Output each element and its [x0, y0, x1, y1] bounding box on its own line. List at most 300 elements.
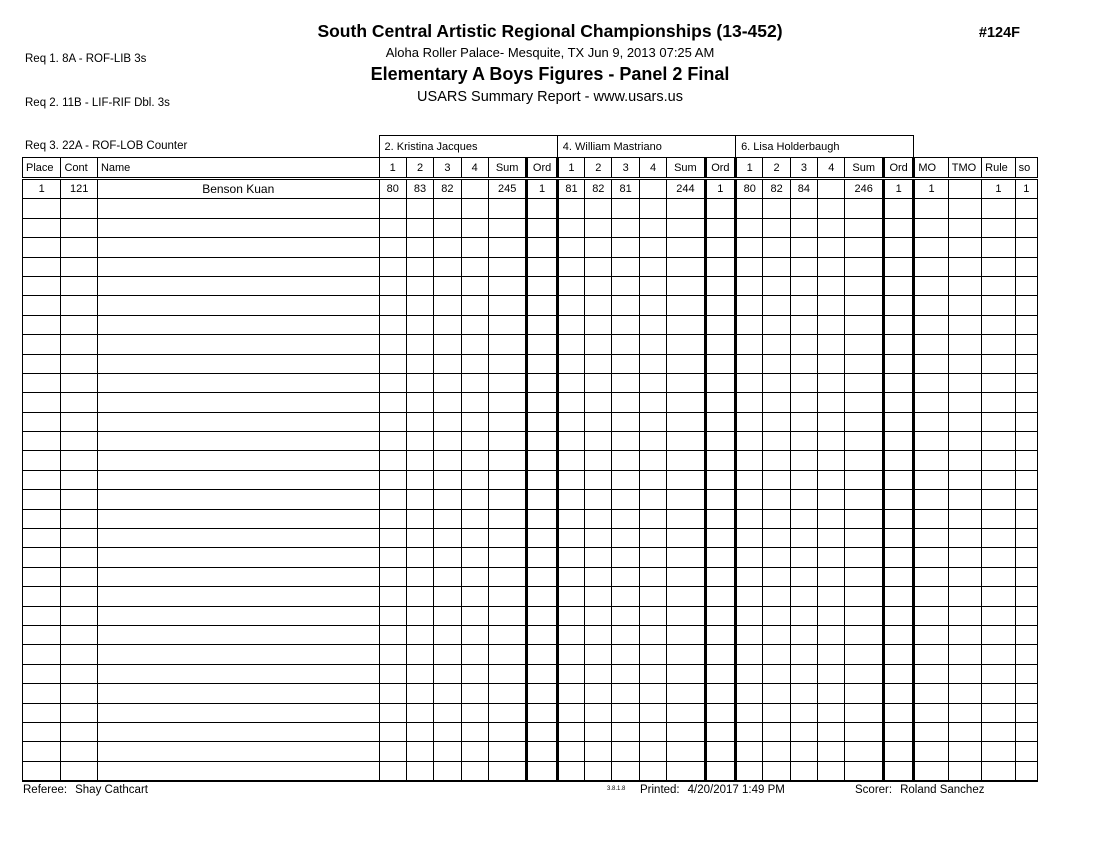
score-cell	[639, 276, 666, 295]
cont-cell	[61, 645, 97, 664]
score-cell	[790, 276, 817, 295]
score-cell	[763, 529, 790, 548]
sum-cell	[488, 238, 526, 257]
score-cell	[612, 315, 639, 334]
col-header-1: 1	[557, 158, 584, 179]
score-cell	[557, 490, 584, 509]
sum-cell	[845, 509, 883, 528]
cont-cell	[61, 664, 97, 683]
col-header-3: 3	[434, 158, 461, 179]
sum-cell	[667, 722, 705, 741]
score-cell	[461, 606, 488, 625]
ord-cell	[883, 509, 913, 528]
name-cell	[97, 645, 379, 664]
col-header-tmo: TMO	[948, 158, 981, 179]
rule-cell	[982, 257, 1015, 276]
col-header-1: 1	[736, 158, 763, 179]
score-cell	[434, 684, 461, 703]
place-cell	[23, 470, 61, 489]
score-cell	[612, 529, 639, 548]
sum-cell	[845, 218, 883, 237]
scorer-label: Scorer:	[855, 784, 893, 796]
col-header-ord: Ord	[705, 158, 735, 179]
report-type-line: USARS Summary Report - www.usars.us	[417, 89, 683, 105]
ord-cell	[705, 664, 735, 683]
score-cell	[763, 354, 790, 373]
requirement-line: Req 3. 22A - ROF-LOB Counter	[25, 140, 188, 152]
score-cell	[557, 238, 584, 257]
sum-cell	[667, 567, 705, 586]
cont-cell	[61, 567, 97, 586]
judge-header: 6. Lisa Holderbaugh	[736, 136, 914, 158]
mo-cell	[914, 393, 948, 412]
rule-cell	[982, 432, 1015, 451]
cont-cell	[61, 373, 97, 392]
score-cell	[736, 335, 763, 354]
score-cell	[585, 315, 612, 334]
ord-cell	[527, 451, 557, 470]
sum-cell	[488, 548, 526, 567]
score-cell	[585, 199, 612, 218]
place-cell	[23, 664, 61, 683]
ord-cell	[883, 315, 913, 334]
score-cell	[790, 645, 817, 664]
sum-cell	[667, 276, 705, 295]
score-cell	[736, 509, 763, 528]
sum-cell	[667, 451, 705, 470]
cont-cell	[61, 451, 97, 470]
name-cell	[97, 529, 379, 548]
so-cell	[1015, 722, 1037, 741]
score-cell	[379, 354, 406, 373]
score-cell	[557, 257, 584, 276]
col-header-2: 2	[763, 158, 790, 179]
ord-cell	[527, 276, 557, 295]
sum-cell	[488, 393, 526, 412]
sum-cell	[667, 742, 705, 761]
rule-cell	[982, 490, 1015, 509]
table-row	[23, 257, 1038, 276]
sum-cell	[845, 432, 883, 451]
score-cell	[612, 451, 639, 470]
ord-cell	[883, 354, 913, 373]
score-cell	[639, 722, 666, 741]
ord-cell	[527, 529, 557, 548]
sum-cell	[488, 218, 526, 237]
score-cell	[406, 509, 433, 528]
sum-cell	[845, 567, 883, 586]
score-table	[22, 135, 1038, 782]
ord-cell	[883, 335, 913, 354]
mo-cell	[914, 761, 948, 781]
score-cell	[379, 238, 406, 257]
score-cell	[639, 509, 666, 528]
software-version: 3.8.1.8	[607, 786, 626, 792]
tmo-cell	[948, 742, 981, 761]
rule-cell: 1	[982, 179, 1015, 199]
score-cell	[736, 354, 763, 373]
table-row	[23, 664, 1038, 683]
tmo-cell	[948, 625, 981, 644]
place-cell	[23, 529, 61, 548]
score-cell	[790, 664, 817, 683]
name-cell	[97, 567, 379, 586]
cont-cell	[61, 625, 97, 644]
ord-cell	[705, 761, 735, 781]
score-cell	[736, 490, 763, 509]
sum-cell	[845, 238, 883, 257]
score-cell	[639, 529, 666, 548]
score-cell	[639, 645, 666, 664]
so-cell	[1015, 684, 1037, 703]
sum-cell	[488, 761, 526, 781]
mo-cell	[914, 199, 948, 218]
rule-cell	[982, 373, 1015, 392]
name-cell	[97, 703, 379, 722]
place-cell	[23, 218, 61, 237]
score-cell	[557, 567, 584, 586]
sum-cell	[845, 625, 883, 644]
col-header-2: 2	[585, 158, 612, 179]
ord-cell	[705, 315, 735, 334]
score-cell	[461, 257, 488, 276]
score-cell	[434, 470, 461, 489]
ord-cell	[527, 315, 557, 334]
score-cell	[736, 296, 763, 315]
score-cell	[461, 296, 488, 315]
score-cell	[639, 218, 666, 237]
score-cell	[461, 722, 488, 741]
tmo-cell	[948, 276, 981, 295]
score-cell	[818, 470, 845, 489]
sum-cell	[667, 664, 705, 683]
sum-cell	[488, 664, 526, 683]
so-cell	[1015, 315, 1037, 334]
score-cell	[379, 412, 406, 431]
score-cell	[790, 722, 817, 741]
score-cell	[585, 742, 612, 761]
mo-cell	[914, 684, 948, 703]
score-cell	[585, 276, 612, 295]
table-row	[23, 276, 1038, 295]
score-cell	[434, 722, 461, 741]
ord-cell: 1	[527, 179, 557, 199]
score-cell: 82	[763, 179, 790, 199]
score-cell	[736, 315, 763, 334]
score-cell	[763, 684, 790, 703]
score-cell	[557, 606, 584, 625]
col-header-mo: MO	[914, 158, 948, 179]
so-cell	[1015, 354, 1037, 373]
col-header-3: 3	[612, 158, 639, 179]
sum-cell	[845, 490, 883, 509]
score-cell	[736, 470, 763, 489]
sum-cell	[667, 199, 705, 218]
score-cell	[639, 412, 666, 431]
score-cell	[379, 625, 406, 644]
printed-label: Printed:	[640, 784, 680, 796]
sum-cell	[667, 606, 705, 625]
score-cell	[434, 645, 461, 664]
score-cell	[434, 354, 461, 373]
score-cell	[818, 257, 845, 276]
score-cell	[379, 276, 406, 295]
cont-cell	[61, 315, 97, 334]
score-cell	[379, 296, 406, 315]
mo-cell	[914, 218, 948, 237]
referee-line	[23, 784, 148, 796]
table-row	[23, 451, 1038, 470]
name-cell	[97, 761, 379, 781]
cont-cell	[61, 276, 97, 295]
sum-cell	[845, 703, 883, 722]
ord-cell	[883, 412, 913, 431]
so-cell	[1015, 509, 1037, 528]
score-cell	[379, 684, 406, 703]
score-cell	[736, 257, 763, 276]
score-cell	[379, 335, 406, 354]
score-cell	[818, 684, 845, 703]
score-cell	[818, 179, 845, 199]
name-cell	[97, 490, 379, 509]
score-cell	[557, 199, 584, 218]
score-cell	[434, 548, 461, 567]
ord-cell	[883, 664, 913, 683]
score-cell	[379, 218, 406, 237]
table-row	[23, 432, 1038, 451]
sum-cell	[667, 470, 705, 489]
table-row	[23, 625, 1038, 644]
ord-cell	[527, 218, 557, 237]
ord-cell	[527, 645, 557, 664]
ord-cell	[883, 373, 913, 392]
score-cell	[818, 412, 845, 431]
score-cell	[461, 761, 488, 781]
score-cell	[790, 373, 817, 392]
ord-cell	[705, 373, 735, 392]
place-cell	[23, 451, 61, 470]
score-cell	[736, 703, 763, 722]
ord-cell	[883, 742, 913, 761]
table-row	[23, 606, 1038, 625]
rule-cell	[982, 587, 1015, 606]
score-cell	[406, 451, 433, 470]
rule-cell	[982, 218, 1015, 237]
score-cell	[461, 335, 488, 354]
sum-cell	[667, 548, 705, 567]
score-cell	[379, 393, 406, 412]
score-cell	[461, 354, 488, 373]
score-cell	[818, 276, 845, 295]
name-cell	[97, 335, 379, 354]
score-cell	[763, 664, 790, 683]
score-cell	[639, 684, 666, 703]
sum-cell	[488, 587, 526, 606]
name-cell	[97, 393, 379, 412]
score-cell	[585, 606, 612, 625]
score-cell	[379, 548, 406, 567]
score-cell	[763, 238, 790, 257]
so-cell	[1015, 548, 1037, 567]
sum-cell	[488, 490, 526, 509]
sum-cell	[845, 684, 883, 703]
place-cell: 1	[23, 179, 61, 199]
score-cell	[585, 529, 612, 548]
sum-cell	[488, 315, 526, 334]
tmo-cell	[948, 606, 981, 625]
name-cell: Benson Kuan	[97, 179, 379, 199]
score-cell	[557, 218, 584, 237]
score-cell: 80	[736, 179, 763, 199]
mo-cell	[914, 354, 948, 373]
score-cell	[406, 315, 433, 334]
ord-cell	[705, 238, 735, 257]
score-cell	[763, 587, 790, 606]
sum-cell	[667, 587, 705, 606]
cont-cell	[61, 335, 97, 354]
sum-cell	[845, 664, 883, 683]
sum-cell	[845, 529, 883, 548]
judge-name-row	[23, 136, 1038, 158]
score-cell	[406, 722, 433, 741]
ord-cell	[527, 684, 557, 703]
cont-cell	[61, 296, 97, 315]
name-cell	[97, 354, 379, 373]
ord-cell	[705, 722, 735, 741]
score-cell	[612, 238, 639, 257]
rule-cell	[982, 742, 1015, 761]
score-cell	[434, 664, 461, 683]
tmo-cell	[948, 315, 981, 334]
score-cell	[763, 742, 790, 761]
ord-cell: 1	[883, 179, 913, 199]
tmo-cell	[948, 684, 981, 703]
sum-cell	[667, 218, 705, 237]
judge-row-spacer	[914, 136, 1038, 158]
place-cell	[23, 567, 61, 586]
col-header-3: 3	[790, 158, 817, 179]
score-cell	[818, 373, 845, 392]
score-cell	[639, 490, 666, 509]
rule-cell	[982, 335, 1015, 354]
so-cell	[1015, 490, 1037, 509]
rule-cell	[982, 412, 1015, 431]
sum-cell	[488, 742, 526, 761]
sum-cell	[667, 335, 705, 354]
score-cell	[763, 761, 790, 781]
ord-cell	[705, 470, 735, 489]
score-cell: 84	[790, 179, 817, 199]
score-cell	[639, 742, 666, 761]
ord-cell	[705, 218, 735, 237]
score-cell	[585, 664, 612, 683]
score-cell	[585, 373, 612, 392]
score-cell	[639, 664, 666, 683]
score-cell	[612, 606, 639, 625]
place-cell	[23, 490, 61, 509]
tmo-cell	[948, 722, 981, 741]
ord-cell	[883, 606, 913, 625]
score-cell	[763, 315, 790, 334]
score-cell	[461, 432, 488, 451]
score-cell	[790, 257, 817, 276]
sum-cell	[488, 296, 526, 315]
name-cell	[97, 432, 379, 451]
cont-cell	[61, 684, 97, 703]
score-cell	[736, 548, 763, 567]
rule-cell	[982, 684, 1015, 703]
name-cell	[97, 509, 379, 528]
score-cell	[818, 354, 845, 373]
score-cell	[639, 354, 666, 373]
score-cell	[736, 529, 763, 548]
score-cell	[763, 645, 790, 664]
score-cell	[818, 238, 845, 257]
score-cell	[406, 625, 433, 644]
ord-cell	[527, 606, 557, 625]
sum-cell	[845, 412, 883, 431]
rule-cell	[982, 238, 1015, 257]
place-cell	[23, 587, 61, 606]
score-cell	[406, 606, 433, 625]
score-cell	[585, 761, 612, 781]
sum-cell	[488, 722, 526, 741]
sum-cell	[667, 373, 705, 392]
rule-cell	[982, 315, 1015, 334]
score-cell	[461, 490, 488, 509]
sum-cell	[667, 509, 705, 528]
ord-cell	[705, 199, 735, 218]
so-cell	[1015, 393, 1037, 412]
place-cell	[23, 296, 61, 315]
score-cell	[790, 432, 817, 451]
score-cell	[763, 509, 790, 528]
table-row	[23, 548, 1038, 567]
score-cell	[818, 451, 845, 470]
sum-cell	[667, 412, 705, 431]
score-cell	[818, 645, 845, 664]
score-cell	[639, 393, 666, 412]
score-cell	[612, 393, 639, 412]
score-cell	[790, 529, 817, 548]
score-cell	[557, 315, 584, 334]
score-cell	[763, 451, 790, 470]
ord-cell	[527, 199, 557, 218]
score-cell	[434, 315, 461, 334]
sum-cell	[845, 393, 883, 412]
score-cell	[379, 703, 406, 722]
ord-cell	[527, 412, 557, 431]
table-row	[23, 238, 1038, 257]
score-cell	[461, 238, 488, 257]
cont-cell	[61, 742, 97, 761]
score-cell	[612, 276, 639, 295]
score-cell	[790, 684, 817, 703]
rule-cell	[982, 509, 1015, 528]
cont-cell	[61, 509, 97, 528]
sum-cell	[488, 412, 526, 431]
judge-header: 4. William Mastriano	[557, 136, 735, 158]
mo-cell	[914, 412, 948, 431]
score-cell	[557, 587, 584, 606]
tmo-cell	[948, 761, 981, 781]
score-cell	[790, 509, 817, 528]
score-cell	[557, 548, 584, 567]
ord-cell	[527, 587, 557, 606]
score-cell	[736, 451, 763, 470]
name-cell	[97, 470, 379, 489]
ord-cell	[705, 548, 735, 567]
